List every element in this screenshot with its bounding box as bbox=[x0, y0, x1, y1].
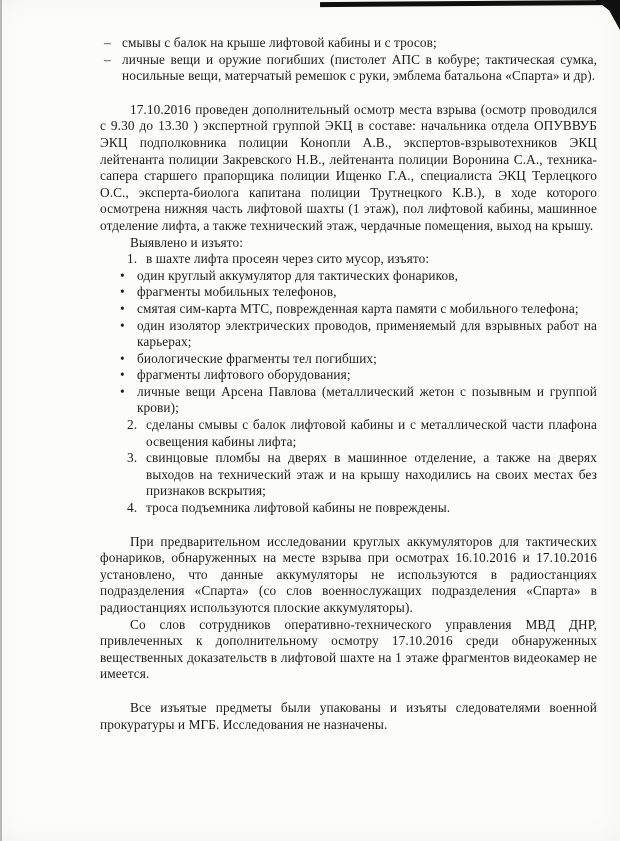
bullet-item-elevator-equipment bbox=[100, 367, 597, 384]
numbered-item-4 bbox=[100, 500, 597, 517]
paragraph-battery-research: При предварительном исследовании круглых аккумуляторов для тактических фонариков, обнаруженных на месте взрыва при осмотрах 16.10.2016 и 17.10.2016 установлено, что данные аккумуляторы не используются в радиостанциях подразделения «Спарта» (со слов военнослужащих подразделения «Спарта» в радиостанциях используются плоские аккумуляторы). bbox=[100, 533, 597, 615]
bullet-marker: • bbox=[120, 267, 125, 283]
list-item-personal-belongings bbox=[100, 52, 597, 85]
scan-edge-line bbox=[0, 0, 2, 841]
list-item-text: личные вещи Арсена Павлова (металлический жетон с позывным и группой крови); bbox=[137, 383, 597, 416]
number-marker: 3. bbox=[127, 450, 138, 466]
bullet-item-insulator bbox=[100, 318, 597, 351]
list-item-text: троса подъемника лифтовой кабины не повреждены. bbox=[146, 500, 451, 516]
list-item-text: в шахте лифта просеян через сито мусор, изъято: bbox=[146, 251, 430, 267]
list-item-text: смывы с балок на крыше лифтовой кабины и с тросов; bbox=[122, 35, 437, 50]
bullet-marker: • bbox=[120, 350, 125, 366]
list-item-text: фрагменты мобильных телефонов, bbox=[137, 284, 337, 300]
list-item-text: сделаны смывы с балок лифтовой кабины и с металлической части плафона освещения кабины лифта; bbox=[146, 417, 597, 449]
list-item-washes bbox=[100, 35, 597, 52]
paragraph-mvd-dnr-statement: Со слов сотрудников оперативно-технического управления МВД ДНР, привлеченных к дополнительному осмотру 17.10.2016 среди обнаруженных вещественных доказательств в лифтовой шахте на 1 этаже фрагментов видеокамер не имеется. bbox=[100, 616, 597, 682]
found-and-seized-heading: Выявлено и изъято: bbox=[130, 234, 243, 250]
bullet-item-biological-fragments bbox=[100, 351, 597, 368]
numbered-item-2 bbox=[100, 417, 597, 450]
bullet-marker: • bbox=[120, 284, 125, 300]
bullet-item-sim-card bbox=[100, 301, 597, 318]
bullet-marker: • bbox=[120, 367, 125, 383]
list-item-text: свинцовые пломбы на дверях в машинное отделение, а также на дверях выходов на технический этаж и на крышу находились на своих местах без признаков вскрытия; bbox=[146, 450, 597, 499]
dash-marker: – bbox=[104, 51, 111, 67]
numbered-item-3 bbox=[100, 450, 597, 500]
list-item-text: смятая сим-карта МТС, поврежденная карта памяти с мобильного телефона; bbox=[137, 300, 579, 316]
bullet-item-pavlov-belongings bbox=[100, 384, 597, 417]
paragraph-items-packed: Все изъятые предметы были упакованы и изъяты следователями военной прокуратуры и МГБ. Исследования не назначены. bbox=[100, 699, 597, 732]
bullet-marker: • bbox=[120, 300, 125, 316]
list-item-text: один круглый аккумулятор для тактических фонариков, bbox=[137, 267, 459, 283]
paragraph-inspection-2016-10-17: 17.10.2016 проведен дополнительный осмотр места взрыва (осмотр проводился с 9.30 до 13.30 ) экспертной группой ЭКЦ в составе: начальника отдела ОПУВВУБ ЭКЦ подполковника полиции Конопли А.В., экспертов-взрывотехников ЭКЦ лейтенанта полиции Закревского Н.В., лейтенанта полиции Воронина С.А., техника-сапера старшего прапорщика полиции Ищенко Г.А., специалиста ЭКЦ Терлецкого О.С., эксперта-биолога капитана полиции Трутнецкого К.В.), в ходе которого осмотрена нижняя часть лифтовой шахты (1 этаж), пол лифтовой кабины, машинное отделение лифта, а также технический этаж, чердачные помещения, выход на крышу. bbox=[100, 101, 597, 233]
bullet-marker: • bbox=[120, 317, 125, 333]
number-marker: 1. bbox=[127, 251, 138, 267]
numbered-item-1 bbox=[100, 251, 597, 268]
number-marker: 4. bbox=[127, 500, 138, 516]
list-item-text: один изолятор электрических проводов, применяемый для взрывных работ на карьерах; bbox=[137, 317, 597, 350]
bullet-item-battery bbox=[100, 268, 597, 285]
bullet-item-phone-fragments bbox=[100, 284, 597, 301]
list-item-text: биологические фрагменты тел погибших; bbox=[137, 350, 377, 366]
dash-marker: – bbox=[104, 35, 111, 50]
number-marker: 2. bbox=[127, 417, 138, 433]
scan-artifact-top-bar bbox=[320, 0, 620, 7]
list-item-text: личные вещи и оружие погибших (пистолет АПС в кобуре; тактическая сумка, носильные вещи, матерчатый ремешок с руки, эмблема батальона «Спарта» и др). bbox=[122, 51, 597, 84]
bullet-marker: • bbox=[120, 383, 125, 399]
list-item-text: фрагменты лифтового оборудования; bbox=[137, 367, 351, 383]
document-content bbox=[100, 35, 597, 733]
